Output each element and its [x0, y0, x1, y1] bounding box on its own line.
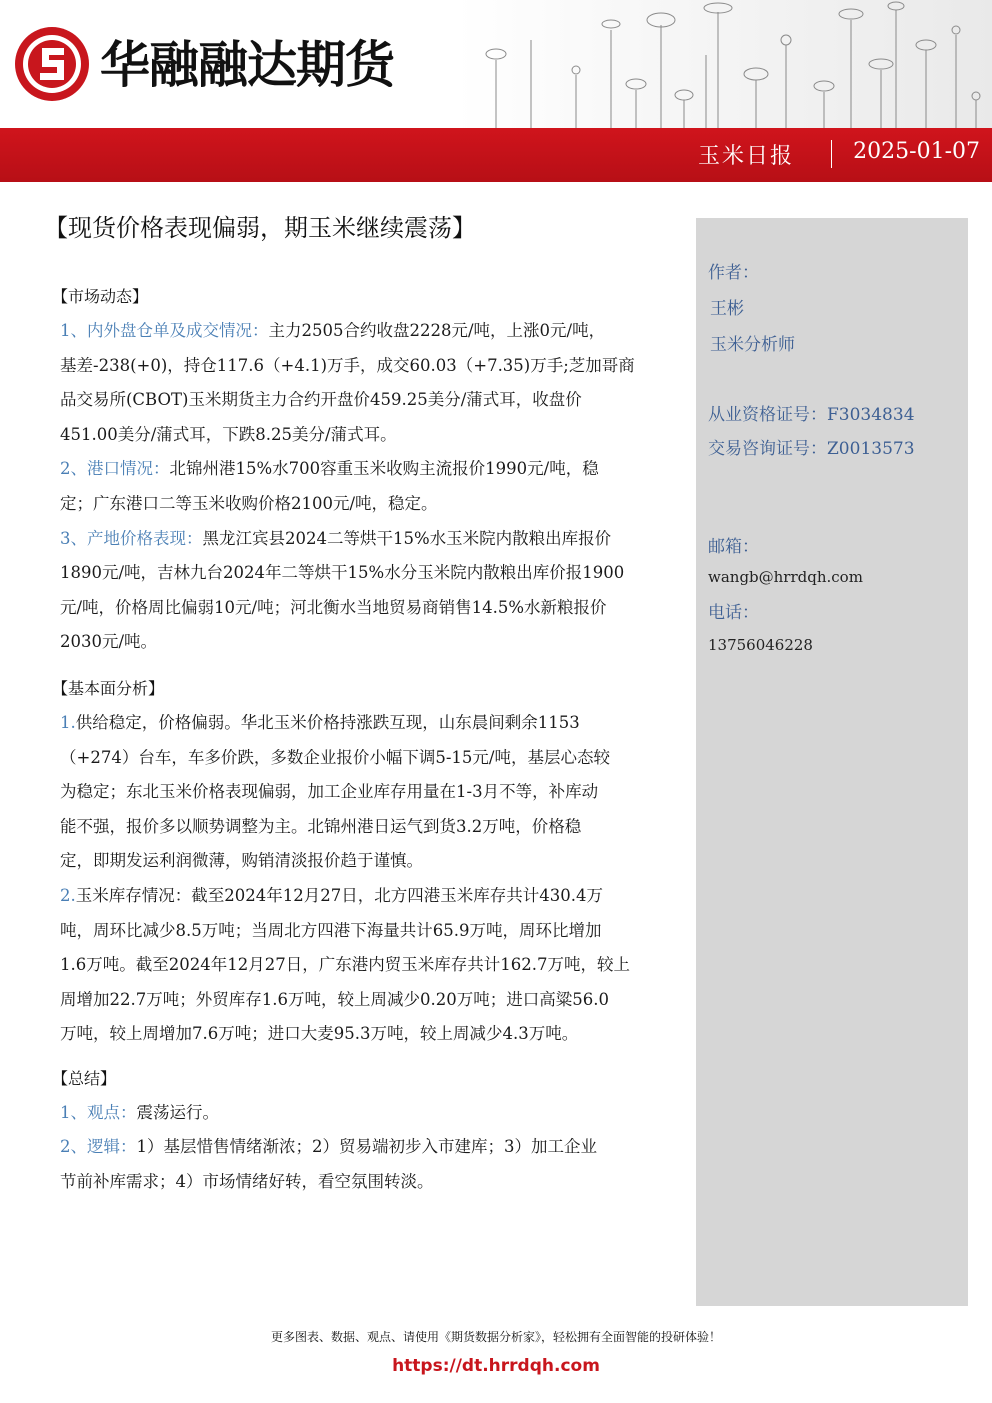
text-line: 1890元/吨，吉林九台2024年二等烘干15%水分玉米院内散粮出库价报1900: [60, 563, 625, 583]
fundamental-item-2: [60, 879, 686, 1052]
header: [0, 0, 992, 130]
company-logo-icon: [12, 24, 92, 104]
text-line: 1.6万吨。截至2024年12月27日，广东港内贸玉米库存共计162.7万吨，较上: [60, 955, 630, 975]
text-line: 定，即期发运利润微薄，购销清淡报价趋于谨慎。: [60, 851, 423, 871]
author-label: 作者：: [708, 263, 759, 283]
item-label: 2.: [60, 885, 76, 905]
section-heading-market: 【市场动态】: [52, 287, 149, 306]
text-line: 周增加22.7万吨；外贸库存1.6万吨，较上周减少0.20万吨；进口高粱56.0: [60, 989, 609, 1009]
text-line: 北锦州港15%水700容重玉米收购主流报价1990元/吨，稳: [169, 459, 599, 479]
section-heading-summary: 【总结】: [52, 1068, 117, 1088]
email-address[interactable]: wangb@hrrdqh.com: [708, 568, 863, 586]
text-line: 元/吨，价格周比偏弱10元/吨；河北衡水当地贸易商销售14.5%水新粮报价: [60, 597, 607, 617]
author-title: 玉米分析师: [710, 335, 795, 355]
item-label: 1、观点：: [60, 1102, 137, 1122]
page-title: 【现货价格表现偏弱，期玉米继续震荡】: [44, 214, 476, 242]
item-label: 2、逻辑：: [60, 1137, 137, 1157]
market-item-3: [60, 522, 686, 660]
text-line: 能不强，报价多以顺势调整为主。北锦州港日运气到货3.2万吨，价格稳: [60, 816, 582, 836]
report-body: [52, 280, 686, 1200]
text-line: （+274）台车，车多价跌，多数企业报价小幅下调5-15元/吨，基层心态较: [60, 747, 610, 767]
text-line: 品交易所(CBOT)玉米期货主力合约开盘价459.25美分/蒲式耳，收盘价: [60, 390, 582, 410]
report-banner: [0, 128, 992, 182]
summary-item-2: [60, 1130, 686, 1199]
item-label: 2、港口情况：: [60, 459, 170, 479]
text-line: 震荡运行。: [136, 1102, 219, 1122]
header-decoration: [456, 0, 992, 130]
text-line: 2030元/吨。: [60, 632, 158, 652]
fundamental-item-1: [60, 706, 686, 879]
text-line: 黑龙江宾县2024二等烘干15%水玉米院内散粮出库报价: [202, 528, 612, 548]
item-label: 1、内外盘仓单及成交情况：: [60, 321, 269, 340]
text-line: 定；广东港口二等玉米收购价格2100元/吨，稳定。: [60, 493, 438, 513]
section-heading-fundamentals: 【基本面分析】: [52, 678, 165, 698]
text-line: 节前补库需求；4）市场情绪好转，看空氛围转淡。: [60, 1172, 434, 1192]
author-sidebar: [696, 218, 968, 1306]
text-line: 吨，周环比减少8.5万吨；当周北方四港下海量共计65.9万吨，周环比增加: [60, 920, 602, 940]
text-line: 主力2505合约收盘2228元/吨，上涨0元/吨，: [268, 321, 606, 340]
market-item-1: [60, 314, 686, 452]
report-type: 玉米日报: [697, 144, 794, 169]
banner-divider: [831, 140, 832, 168]
footer-url-link[interactable]: https://dt.hrrdqh.com: [392, 1356, 600, 1376]
phone-number: 13756046228: [708, 636, 813, 654]
author-name: 王彬: [710, 299, 744, 319]
item-label: 3、产地价格表现：: [60, 528, 203, 548]
text-line: 451.00美分/蒲式耳，下跌8.25美分/蒲式耳。: [60, 424, 397, 444]
item-label: 1.: [60, 712, 76, 732]
summary-item-1: [60, 1096, 686, 1131]
consult-number: 交易咨询证号：Z0013573: [708, 439, 915, 459]
report-date: 2025-01-07: [853, 139, 980, 164]
text-line: 基差-238(+0)，持仓117.6（+4.1)万手，成交60.03（+7.35)万手;芝加哥商: [60, 355, 635, 375]
text-line: 玉米库存情况：截至2024年12月27日，北方四港玉米库存共计430.4万: [75, 885, 603, 905]
phone-label: 电话：: [708, 603, 759, 623]
text-line: 1）基层惜售情绪渐浓；2）贸易端初步入市建库；3）加工企业: [136, 1137, 597, 1157]
text-line: 万吨，较上周增加7.6万吨；进口大麦95.3万吨，较上周减少4.3万吨。: [60, 1024, 579, 1044]
text-line: 供给稳定，价格偏弱。华北玉米价格持涨跌互现，山东晨间剩余1153: [75, 712, 580, 732]
market-item-2: [60, 452, 686, 521]
license-number: 从业资格证号：F3034834: [708, 405, 915, 425]
text-line: 为稳定；东北玉米价格表现偏弱，加工企业库存用量在1-3月不等，补库动: [60, 782, 599, 802]
footer-promo: 更多图表、数据、观点、请使用《期货数据分析家》，轻松拥有全面智能的投研体验！: [270, 1330, 721, 1344]
email-label: 邮箱：: [708, 537, 759, 557]
brand-name: 华融融达期货: [100, 36, 394, 94]
